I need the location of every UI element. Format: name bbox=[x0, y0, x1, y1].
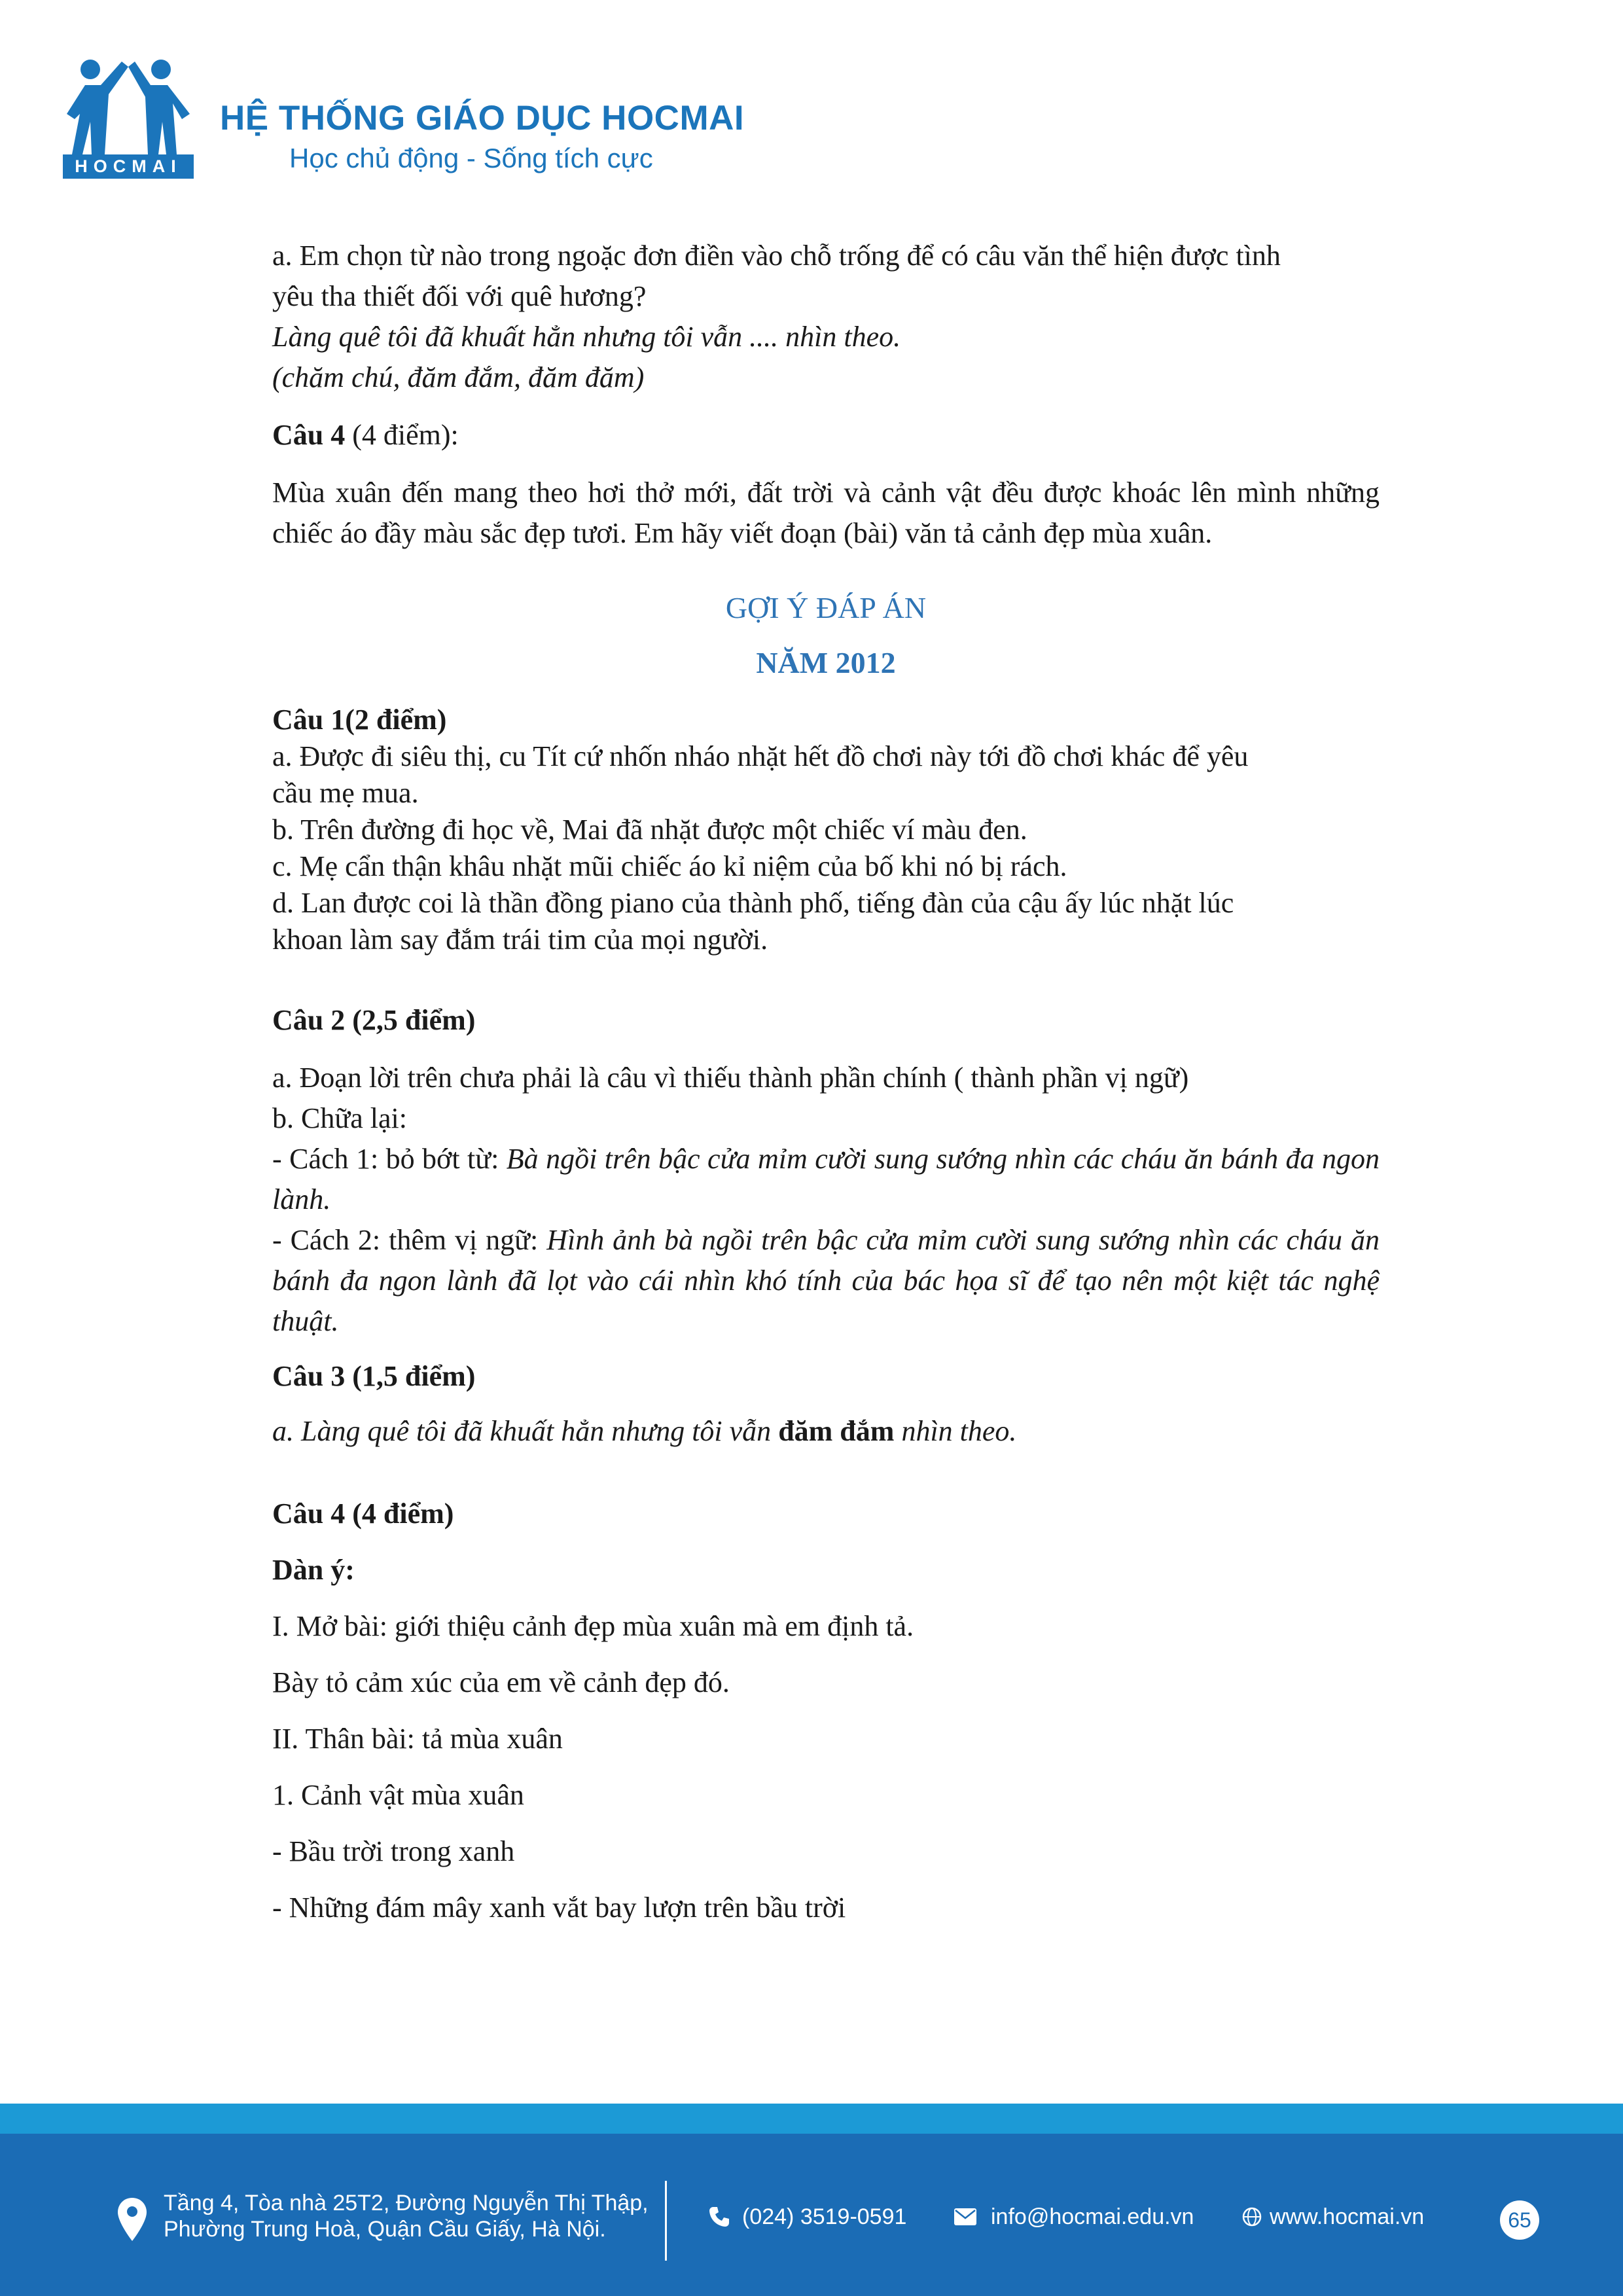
outline-block bbox=[272, 1550, 1380, 1928]
logo-wordmark: HOCMAI bbox=[63, 154, 194, 179]
answer-1-a-line-1: a. Được đi siêu thị, cu Tít cứ nhốn nháo nhặt hết đồ chơi này tới đồ chơi khác để yêu bbox=[272, 740, 1249, 772]
answer-2-way-1 bbox=[272, 1139, 1380, 1220]
globe-icon bbox=[1242, 2207, 1262, 2227]
answer-1-title: Câu 1(2 điểm) bbox=[272, 704, 447, 736]
answer-1-c: c. Mẹ cẩn thận khâu nhặt mũi chiếc áo kỉ niệm của bố khi nó bị rách. bbox=[272, 850, 1067, 882]
outline-line-2: Bày tỏ cảm xúc của em về cảnh đẹp đó. bbox=[272, 1666, 730, 1698]
answer-3-title: Câu 3 (1,5 điểm) bbox=[272, 1360, 476, 1392]
people-icon bbox=[63, 51, 194, 156]
hocmai-logo bbox=[63, 51, 194, 179]
footer-address-line-1: Tầng 4, Tòa nhà 25T2, Đường Nguyễn Thị Thập, bbox=[164, 2191, 649, 2215]
answers-year: NĂM 2012 bbox=[756, 646, 896, 679]
answer-3-a bbox=[272, 1411, 1380, 1452]
answer-2-title: Câu 2 (2,5 điểm) bbox=[272, 1004, 476, 1036]
way-2-label: - Cách 2: thêm vị ngữ: bbox=[272, 1224, 547, 1256]
page-header bbox=[0, 0, 1623, 196]
q4-heading bbox=[272, 415, 1380, 456]
brand-title: HỆ THỐNG GIÁO DỤC HOCMAI bbox=[220, 99, 745, 137]
answer-4-title: Câu 4 (4 điểm) bbox=[272, 1498, 454, 1530]
q4-prompt: Mùa xuân đến mang theo hơi thở mới, đất trời và cảnh vật đều được khoác lên mình những chiếc áo đầy màu sắc đẹp tươi. Em hãy viết đoạn (bài) văn tả cảnh đẹp mùa xuân. bbox=[272, 476, 1380, 549]
answers-heading: GỢI Ý ĐÁP ÁN bbox=[725, 591, 927, 624]
answer-2-a: a. Đoạn lời trên chưa phải là câu vì thiếu thành phần chính ( thành phần vị ngữ) bbox=[272, 1062, 1189, 1094]
outline-line-1: I. Mở bài: giới thiệu cảnh đẹp mùa xuân mà em định tả. bbox=[272, 1610, 914, 1642]
outline-line-5: - Bầu trời trong xanh bbox=[272, 1835, 515, 1867]
footer-website[interactable]: www.hocmai.vn bbox=[1270, 2204, 1425, 2229]
answer-1-a-line-2: cầu mẹ mua. bbox=[272, 777, 419, 809]
brand-slogan: Học chủ động - Sống tích cực bbox=[289, 143, 653, 173]
answer-3-bold: đăm đắm bbox=[778, 1415, 895, 1447]
page-number-badge: 65 bbox=[1500, 2200, 1539, 2240]
q4-points: (4 điểm): bbox=[345, 419, 459, 451]
footer-address-line-2: Phường Trung Hoà, Quận Cầu Giấy, Hà Nội. bbox=[164, 2217, 606, 2242]
phone-icon bbox=[708, 2206, 730, 2228]
location-pin-icon bbox=[116, 2197, 148, 2242]
q3a-options: (chăm chú, đăm đắm, đăm đăm) bbox=[272, 361, 645, 393]
way-1-text: Bà ngồi trên bậc cửa mỉm cười sung sướng nhìn các cháu ăn bánh đa ngon lành. bbox=[272, 1143, 1380, 1215]
way-2-text: Hình ảnh bà ngồi trên bậc cửa mỉm cười sung sướng nhìn các cháu ăn bánh đa ngon lành đã lọt vào cái nhìn khó tính của bác họa sĩ để tạo nên một kiệt tác nghệ thuật. bbox=[272, 1224, 1380, 1337]
document-body bbox=[272, 236, 1380, 1928]
outline-line-4: 1. Cảnh vật mùa xuân bbox=[272, 1779, 524, 1811]
outline-line-6: - Những đám mây xanh vắt bay lượn trên bầu trời bbox=[272, 1892, 846, 1924]
answer-3-pre: a. Làng quê tôi đã khuất hẳn nhưng tôi vẫn bbox=[272, 1415, 779, 1447]
answer-1-d-line-1: d. Lan được coi là thần đồng piano của thành phố, tiếng đàn của cậu ấy lúc nhặt lúc bbox=[272, 887, 1234, 919]
answer-1-b: b. Trên đường đi học về, Mai đã nhặt được một chiếc ví màu đen. bbox=[272, 814, 1027, 846]
q3a-sentence: Làng quê tôi đã khuất hẳn nhưng tôi vẫn .... nhìn theo. bbox=[272, 321, 901, 353]
outline-title: Dàn ý: bbox=[272, 1554, 355, 1586]
footer-email[interactable]: info@hocmai.edu.vn bbox=[991, 2204, 1194, 2229]
outline-line-3: II. Thân bài: tả mùa xuân bbox=[272, 1723, 563, 1755]
way-1-label: - Cách 1: bỏ bớt từ: bbox=[272, 1143, 507, 1175]
q4-label: Câu 4 bbox=[272, 419, 346, 451]
footer-phone[interactable]: (024) 3519-0591 bbox=[742, 2204, 907, 2229]
email-icon bbox=[954, 2208, 976, 2225]
answer-3-post: nhìn theo. bbox=[894, 1415, 1017, 1447]
answer-1-block bbox=[272, 702, 1380, 958]
answer-2-way-2 bbox=[272, 1220, 1380, 1342]
answer-2-b: b. Chữa lại: bbox=[272, 1102, 407, 1134]
answer-1-d-line-2: khoan làm say đắm trái tim của mọi người. bbox=[272, 924, 768, 956]
q3a-line-1: a. Em chọn từ nào trong ngoặc đơn điền vào chỗ trống để có câu văn thể hiện được tình bbox=[272, 240, 1281, 272]
footer-stripe bbox=[0, 2104, 1623, 2134]
q3a-line-2: yêu tha thiết đối với quê hương? bbox=[272, 280, 647, 312]
footer-divider bbox=[665, 2181, 667, 2261]
